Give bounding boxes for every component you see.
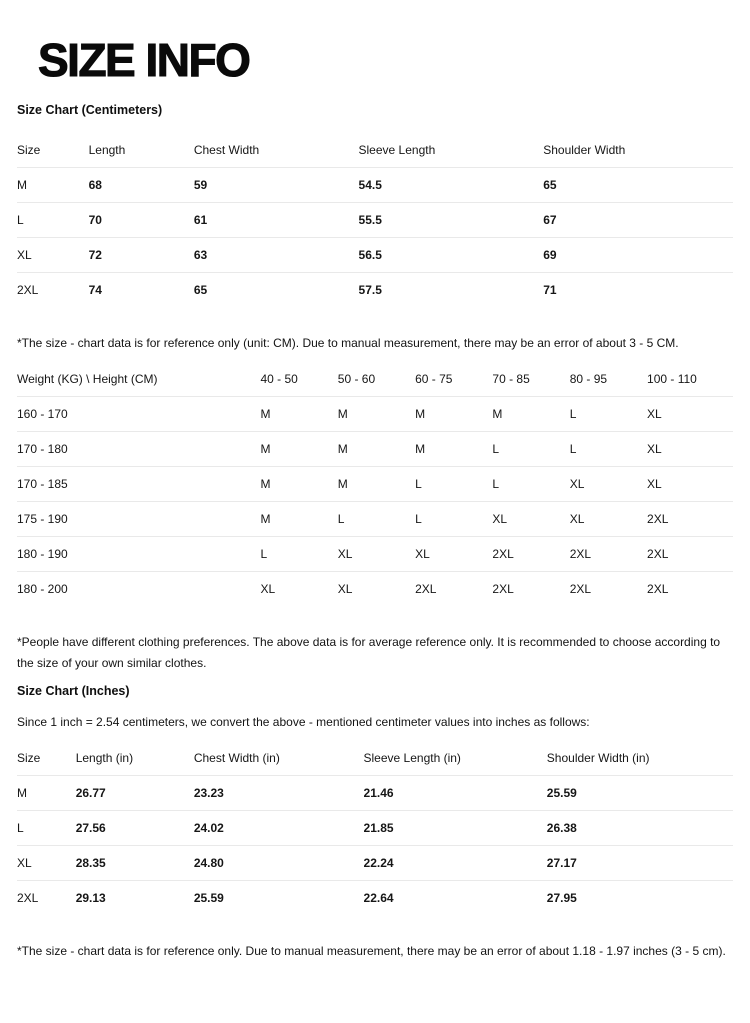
column-header: Shoulder Width [543,133,733,168]
table-cell: 2XL [570,536,647,571]
table-header-row [17,362,733,397]
table-cell: 71 [543,282,557,297]
column-header: Chest Width [194,133,359,168]
table-cell: 69 [543,237,733,272]
table-row [17,810,733,845]
table-cell: 2XL [647,581,669,596]
table-cell: 27.95 [546,890,577,905]
column-header: Sleeve Length (in) [364,741,547,776]
size-table-inches [17,741,733,915]
table-cell: XL [570,501,647,536]
table-cell: M [338,466,415,501]
inches-intro: Since 1 inch = 2.54 centimeters, we convert the above - mentioned centimeter values into inches as follows: [17,714,590,729]
column-header: Shoulder Width (in) [547,741,733,776]
column-header: Size [17,741,76,776]
table-cell: 29.13 [75,890,106,905]
table-cell: 21.46 [364,775,547,810]
table-cell: 61 [194,202,359,237]
table-cell: XL [17,237,89,272]
table-cell: 2XL [569,581,592,596]
table-cell: L [415,466,492,501]
table-cell: 72 [89,237,194,272]
table-cell: XL [492,501,569,536]
table-cell: 27.56 [76,810,194,845]
table-cell: M [260,396,337,431]
note-inches: *The size - chart data is for reference only. Due to manual measurement, there may be an error of about 1.18 - 1.97 inches (3 - 5 cm). [17,943,726,958]
table-cell: XL [337,581,353,596]
table-cell: 23.23 [194,775,364,810]
table-cell: 170 - 180 [17,431,260,466]
table-cell: 70 [89,202,194,237]
table-cell: 24.80 [194,845,364,880]
table-cell: XL [647,466,733,501]
table-cell: XL [647,431,733,466]
table-cell: 59 [194,167,359,202]
page-title: SIZE INFO [38,34,250,86]
table-cell: 22.64 [363,890,394,905]
section-heading-centimeters: Size Chart (Centimeters) [17,102,163,117]
table-cell: M [17,775,76,810]
table-cell: 65 [543,167,733,202]
table-cell: L [492,431,569,466]
table-cell: M [260,501,337,536]
table-cell: 2XL [492,581,514,596]
table-cell: 65 [193,282,208,297]
table-cell: L [17,810,76,845]
size-info-page [0,36,750,1007]
column-header: 60 - 75 [415,362,492,397]
table-cell: 2XL [492,536,569,571]
table-cell: L [17,202,89,237]
table-cell: L [570,396,647,431]
table-cell: 175 - 190 [17,501,260,536]
table-cell: 170 - 185 [17,466,260,501]
table-cell: L [492,466,569,501]
table-row [17,431,733,466]
table-cell: M [338,396,415,431]
note-fit: *People have different clothing preferences. The above data is for average reference only. It is recommended to choose according to the size of your own similar clothes. [17,634,721,670]
table-cell: 2XL [415,581,437,596]
table-cell: XL [647,396,733,431]
table-cell: M [415,431,492,466]
section-heading-inches: Size Chart (Inches) [17,683,130,698]
table-row [17,845,733,880]
table-cell: 180 - 200 [17,581,68,596]
table-cell: L [570,431,647,466]
table-row [17,501,733,536]
table-cell: M [492,396,569,431]
table-cell: 22.24 [364,845,547,880]
table-cell: XL [415,536,492,571]
table-row [17,571,733,606]
table-cell: M [415,396,492,431]
table-header-row [17,133,733,168]
table-cell: 2XL [647,501,733,536]
table-row [17,202,733,237]
table-cell: XL [570,466,647,501]
table-cell: 67 [543,202,733,237]
table-cell: 26.38 [547,810,733,845]
table-row [17,237,733,272]
table-cell: 24.02 [194,810,364,845]
table-row [17,775,733,810]
column-header: 40 - 50 [260,362,337,397]
table-cell: 25.59 [193,890,224,905]
table-cell: 56.5 [359,237,544,272]
table-cell: 27.17 [547,845,733,880]
table-row [17,272,733,307]
table-cell: 54.5 [359,167,544,202]
table-cell: M [17,167,89,202]
table-cell: 2XL [647,536,733,571]
table-cell: 55.5 [359,202,544,237]
table-cell: XL [338,536,415,571]
table-cell: 2XL [17,890,39,905]
table-cell: 21.85 [364,810,547,845]
fit-table-weight-height [17,362,733,606]
table-cell: M [260,466,337,501]
table-cell: 74 [88,282,102,297]
table-cell: 28.35 [76,845,194,880]
column-header: 100 - 110 [647,362,733,397]
table-row [17,880,733,915]
table-cell: L [415,501,492,536]
note-centimeters: *The size - chart data is for reference only (unit: CM). Due to manual measurement, there may be an error of about 3 - 5 CM. [17,335,679,350]
column-header: 80 - 95 [570,362,647,397]
table-cell: XL [17,845,76,880]
table-cell: 26.77 [76,775,194,810]
column-header: 50 - 60 [338,362,415,397]
table-cell: 57.5 [358,282,382,297]
column-header: Size [17,133,89,168]
column-header: 70 - 85 [492,362,569,397]
table-row [17,167,733,202]
table-cell: 160 - 170 [17,396,260,431]
column-header: Weight (KG) \ Height (CM) [17,362,260,397]
table-cell: XL [260,581,276,596]
column-header: Sleeve Length [359,133,544,168]
table-cell: 68 [89,167,194,202]
column-header: Length [89,133,194,168]
table-cell: 25.59 [547,775,733,810]
column-header: Chest Width (in) [194,741,364,776]
table-cell: 63 [194,237,359,272]
table-cell: L [260,536,337,571]
table-cell: M [260,431,337,466]
table-row [17,536,733,571]
table-cell: 2XL [17,282,39,297]
table-row [17,396,733,431]
table-cell: M [338,431,415,466]
column-header: Length (in) [76,741,194,776]
size-table-centimeters [17,133,733,307]
table-cell: 180 - 190 [17,536,260,571]
table-header-row [17,741,733,776]
table-cell: L [338,501,415,536]
table-row [17,466,733,501]
